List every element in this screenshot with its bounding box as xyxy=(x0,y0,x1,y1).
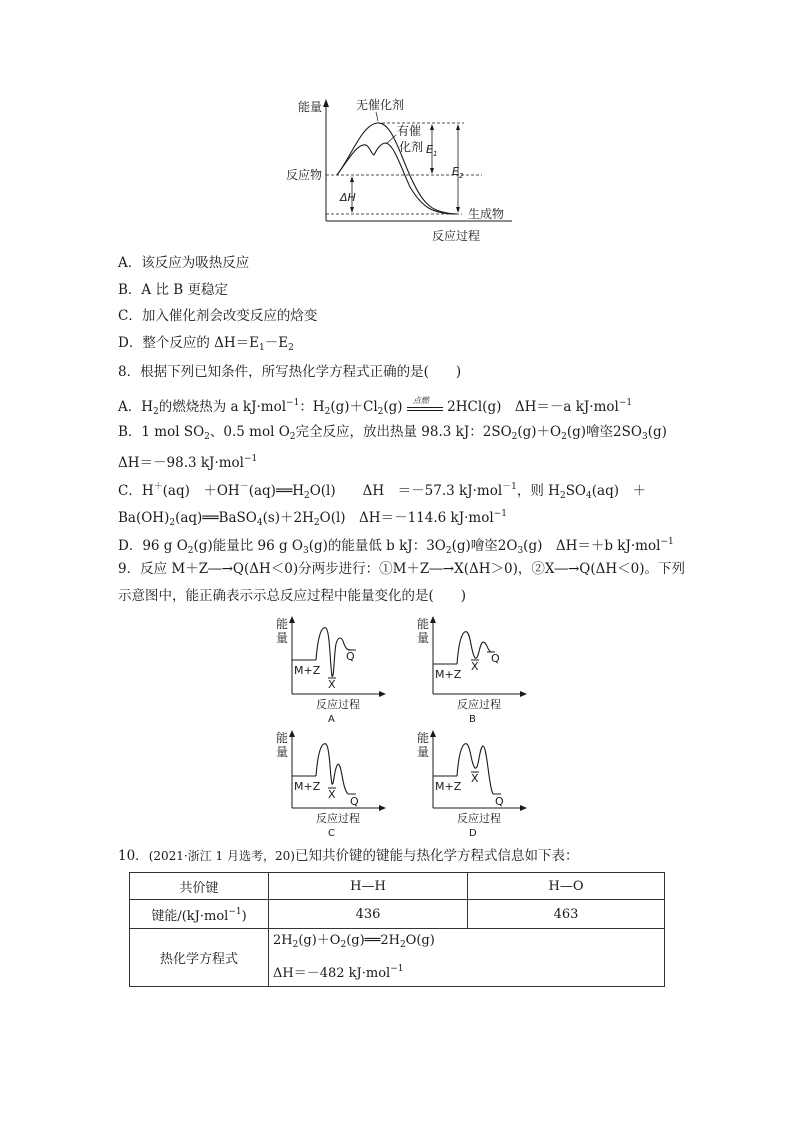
q8-option-b-dh: ΔH＝－98.3 kJ·mol$^{-1}$ xyxy=(118,454,258,471)
x-label: 反应过程 xyxy=(457,698,501,711)
q7-option-d: D．整个反应的 $\Delta H=E_1-E_2$ xyxy=(118,335,294,353)
x-label: 反应过程 xyxy=(316,698,360,711)
table-row xyxy=(130,929,665,987)
start-label: M+Z xyxy=(435,780,462,793)
y-label: 量 xyxy=(417,745,430,759)
diagram-label: A xyxy=(328,714,335,725)
q8-option-c: C．H＋(aq) $+OH^-(aq)══H_2O(l)$ ΔH ＝－57.3 kJ·mol$^{-1}$，则 $H_2SO_4(aq)$ ＋ xyxy=(118,482,646,501)
y-label: 能 xyxy=(276,731,289,745)
start-label: M+Z xyxy=(294,780,321,793)
table-row xyxy=(130,873,665,900)
table-row xyxy=(130,900,665,929)
mid-label: X xyxy=(471,772,479,785)
q7-option-a: A．该反应为吸热反应 xyxy=(118,255,250,271)
q9-stem-line2: 示意图中，能正确表示示总反应过程中能量变化的是( ) xyxy=(118,588,467,604)
y-label: 量 xyxy=(276,745,289,759)
table-cell: 436 xyxy=(269,900,468,929)
fig1-label-catalyst-2: 化剂 xyxy=(399,140,424,154)
table-cell: 热化学方程式 xyxy=(130,929,269,987)
q8-option-b: B．1 mol $SO_2$、0.5 mol $O_2$完全反应，放出热量 98.3 kJ：$2SO_2(g)+O_2(g)$噲垐$2SO_3(g)$ xyxy=(118,424,667,442)
mid-label: X xyxy=(471,660,479,673)
y-label: 能 xyxy=(417,731,430,745)
y-label: 能 xyxy=(276,617,289,631)
table-header: 共价键 xyxy=(130,873,269,900)
table-header: H—H xyxy=(269,873,468,900)
bond-energy-table xyxy=(129,872,665,987)
fig1-reactant: 反应物 xyxy=(286,168,323,182)
q8-option-c-line2: $Ba(OH)_2(aq)══BaSO_4(s)+2H_2O(l)$ ΔH＝－114.6 kJ·mol$^{-1}$ xyxy=(118,509,507,528)
q7-option-b: B．A 比 B 更稳定 xyxy=(118,282,228,298)
q9-stem-line1: 9．反应 M＋Z―→Q(ΔH＜0)分两步进行：①M＋Z―→X(ΔH＞0)，②X―→Q(ΔH＜0)。下列 xyxy=(118,561,686,577)
end-label: Q xyxy=(495,795,504,808)
diagram-label: B xyxy=(469,714,476,725)
mid-label: X xyxy=(328,678,336,691)
q8-option-a: A．$H_2$的燃烧热为 a kJ·mol$^{-1}$：$H_2(g)+Cl_2(g)$ 点燃 2HCl(g) ΔH＝－a kJ·mol$^{-1}$ xyxy=(118,393,678,422)
q8-option-d: D．96 g $O_2(g)$能量比 96 g $O_3(g)$的能量低 b kJ：$3O_2(g)$噲垐$2O_3(g)$ ΔH＝＋b kJ·mol$^{-1}$ xyxy=(118,537,674,556)
q9-diagram-c xyxy=(272,728,392,840)
fig1-e1: $E_1$ xyxy=(426,143,438,158)
q8-stem: 8．根据下列已知条件，所写热化学方程式正确的是( ) xyxy=(118,364,462,380)
start-label: M+Z xyxy=(294,664,321,677)
energy-diagram-catalyst xyxy=(282,95,522,245)
end-label: Q xyxy=(350,795,359,808)
y-label: 量 xyxy=(276,631,289,645)
table-cell: 463 xyxy=(468,900,665,929)
condition-ignite: 点燃 xyxy=(412,396,429,405)
q7-option-c: C．加入催化剂会改变反应的焓变 xyxy=(118,308,318,324)
table-header: H—O xyxy=(468,873,665,900)
diagram-label: C xyxy=(328,828,335,839)
fig1-label-catalyst-1: 有催 xyxy=(397,124,422,138)
fig1-e2: $E_2$ xyxy=(452,165,464,180)
y-label: 量 xyxy=(417,631,430,645)
fig1-label-no-catalyst: 无催化剂 xyxy=(356,98,405,112)
q9-diagram-a xyxy=(272,614,392,726)
q9-diagram-d xyxy=(413,728,533,840)
q9-diagram-b xyxy=(413,614,533,726)
diagram-label: D xyxy=(469,828,477,839)
x-label: 反应过程 xyxy=(457,812,501,825)
fig1-dh: ΔH xyxy=(340,191,356,204)
end-label: Q xyxy=(346,650,355,663)
table-cell: 键能/(kJ·mol$^{-1}$) xyxy=(130,900,269,929)
start-label: M+Z xyxy=(435,668,462,681)
table-cell-equation: $2H_2(g)+O_2(g)══2H_2O(g)$ ΔH＝－482 kJ·mol$^{-1}$ xyxy=(269,929,665,987)
x-label: 反应过程 xyxy=(316,812,360,825)
y-label: 能 xyxy=(417,617,430,631)
end-label: Q xyxy=(491,652,500,665)
fig1-product: 生成物 xyxy=(468,207,505,221)
fig1-y-label: 能量 xyxy=(298,100,323,114)
q10-stem: 10．(2021·浙江 1 月选考，20)已知共价键的键能与热化学方程式信息如下表： xyxy=(118,848,579,864)
fig1-x-label: 反应过程 xyxy=(432,229,481,243)
mid-label: X xyxy=(328,788,336,801)
